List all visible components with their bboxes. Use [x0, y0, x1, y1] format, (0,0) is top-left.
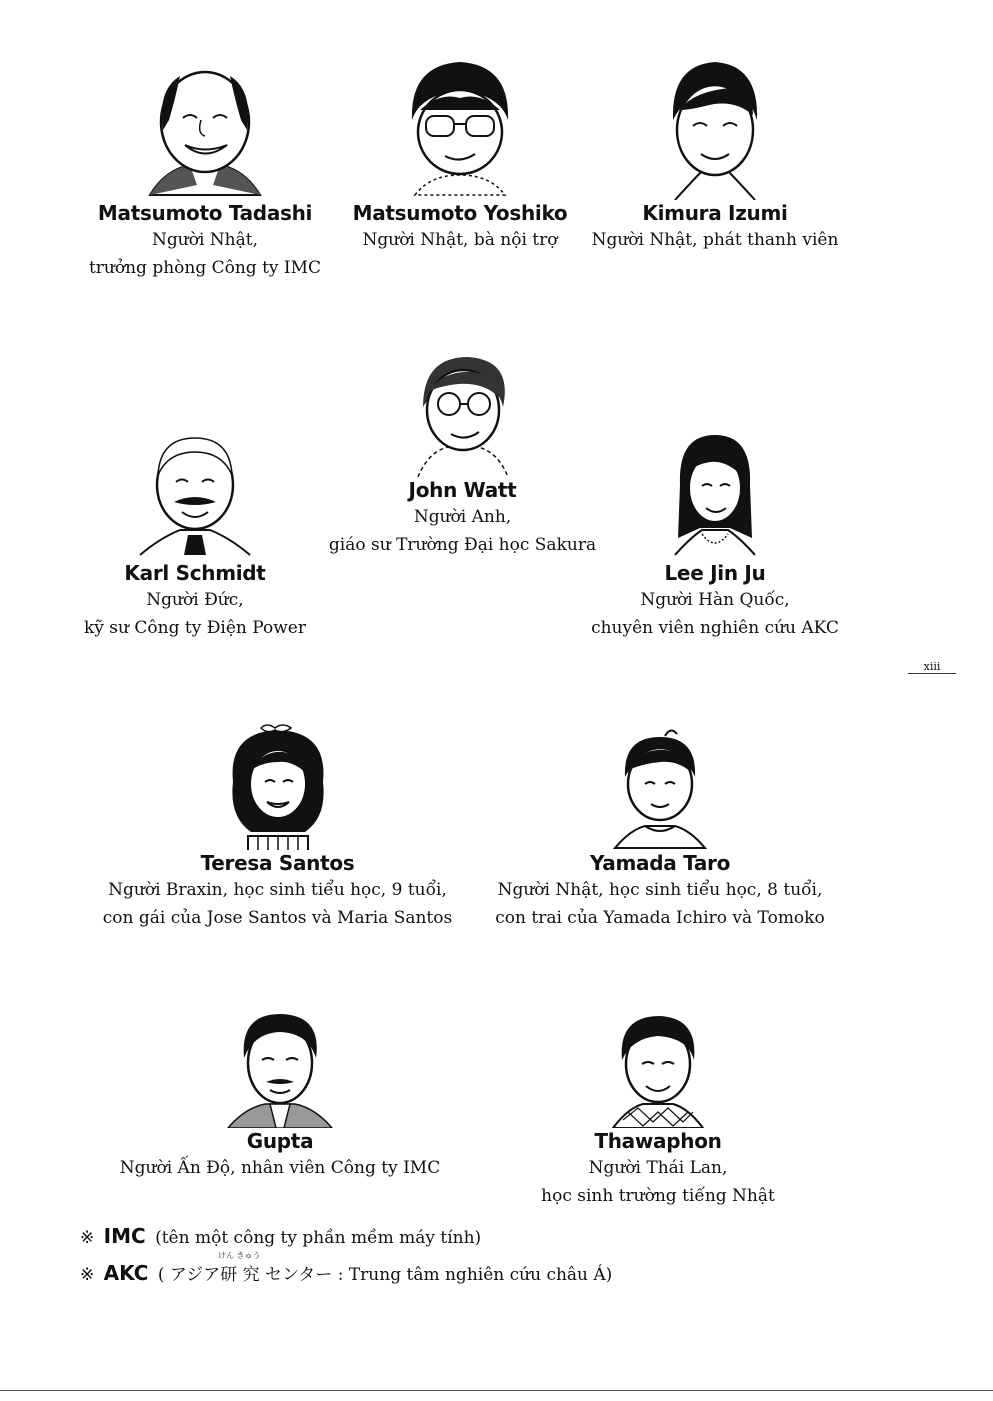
lee-jin-ju-portrait: [660, 430, 770, 560]
person-name: Kimura Izumi: [642, 201, 788, 225]
bottom-divider: [0, 1390, 993, 1391]
person-name: John Watt: [408, 478, 517, 502]
person-thawaphon: [528, 1008, 788, 1210]
person-name: Gupta: [246, 1129, 314, 1153]
footnote-imc: [80, 1224, 481, 1248]
person-name: Lee Jin Ju: [664, 561, 766, 585]
person-description-line: Người Đức,: [146, 590, 244, 610]
person-description-line: Người Nhật,: [152, 230, 258, 250]
person-description-line: Người Nhật, bà nội trợ: [362, 230, 558, 250]
footnote-abbreviation: IMC: [103, 1224, 146, 1248]
person-description-line: Người Braxin, học sinh tiểu học, 9 tuổi,: [108, 880, 447, 900]
person-description-line: học sinh trường tiếng Nhật: [541, 1186, 775, 1206]
person-description-line: giáo sư Trường Đại học Sakura: [328, 535, 597, 555]
person-description-line: Người Hàn Quốc,: [640, 590, 790, 610]
person-kimura-izumi: [580, 50, 850, 254]
furigana-reading: けん きゅう: [218, 1251, 261, 1260]
gupta-portrait: [220, 1008, 340, 1128]
person-teresa-santos: [90, 722, 465, 932]
matsumoto-yoshiko-portrait: [390, 50, 530, 200]
person-description-line: chuyên viên nghiên cứu AKC: [591, 618, 839, 638]
john-watt-portrait: [403, 352, 523, 477]
karl-schmidt-portrait: [130, 430, 260, 560]
footnote-text: (tên một công ty phần mềm máy tính): [155, 1228, 482, 1248]
person-description-line: con trai của Yamada Ichiro và Tomoko: [495, 908, 825, 928]
yamada-taro-portrait: [605, 722, 715, 850]
footnote-akc: [80, 1260, 612, 1285]
kimura-izumi-portrait: [645, 50, 785, 200]
person-description-line: kỹ sư Công ty Điện Power: [84, 618, 306, 638]
teresa-santos-portrait: [223, 722, 333, 850]
person-description-line: Người Thái Lan,: [588, 1158, 728, 1178]
person-name: Yamada Taro: [589, 851, 731, 875]
person-lee-jin-ju: [580, 430, 850, 642]
person-description-line: Người Ấn Độ, nhân viên Công ty IMC: [119, 1158, 441, 1178]
person-matsumoto-tadashi: [75, 50, 335, 282]
matsumoto-tadashi-portrait: [135, 50, 275, 200]
person-description-line: con gái của Jose Santos và Maria Santos: [102, 908, 453, 928]
person-karl-schmidt: [65, 430, 325, 642]
person-description-line: Người Anh,: [413, 507, 512, 527]
reference-mark: ※: [80, 1228, 95, 1248]
person-name: Matsumoto Yoshiko: [352, 201, 568, 225]
reference-mark: ※: [80, 1265, 95, 1285]
footnote-abbreviation: AKC: [103, 1261, 149, 1285]
person-name: Karl Schmidt: [124, 561, 266, 585]
person-description-line: Người Nhật, phát thanh viên: [591, 230, 839, 250]
person-gupta: [100, 1008, 460, 1182]
person-name: Matsumoto Tadashi: [97, 201, 313, 225]
person-john-watt: [310, 352, 615, 559]
thawaphon-portrait: [598, 1008, 718, 1128]
person-description-line: Người Nhật, học sinh tiểu học, 8 tuổi,: [497, 880, 823, 900]
page-number: xiii: [908, 660, 956, 674]
person-name: Thawaphon: [594, 1129, 722, 1153]
person-yamada-taro: [475, 722, 845, 932]
person-description-line: trưởng phòng Công ty IMC: [88, 258, 322, 278]
person-name: Teresa Santos: [200, 851, 355, 875]
footnote-text: ( アジア研 究 センター : Trung tâm nghiên cứu châu Á): [157, 1265, 613, 1285]
person-matsumoto-yoshiko: [345, 50, 575, 254]
